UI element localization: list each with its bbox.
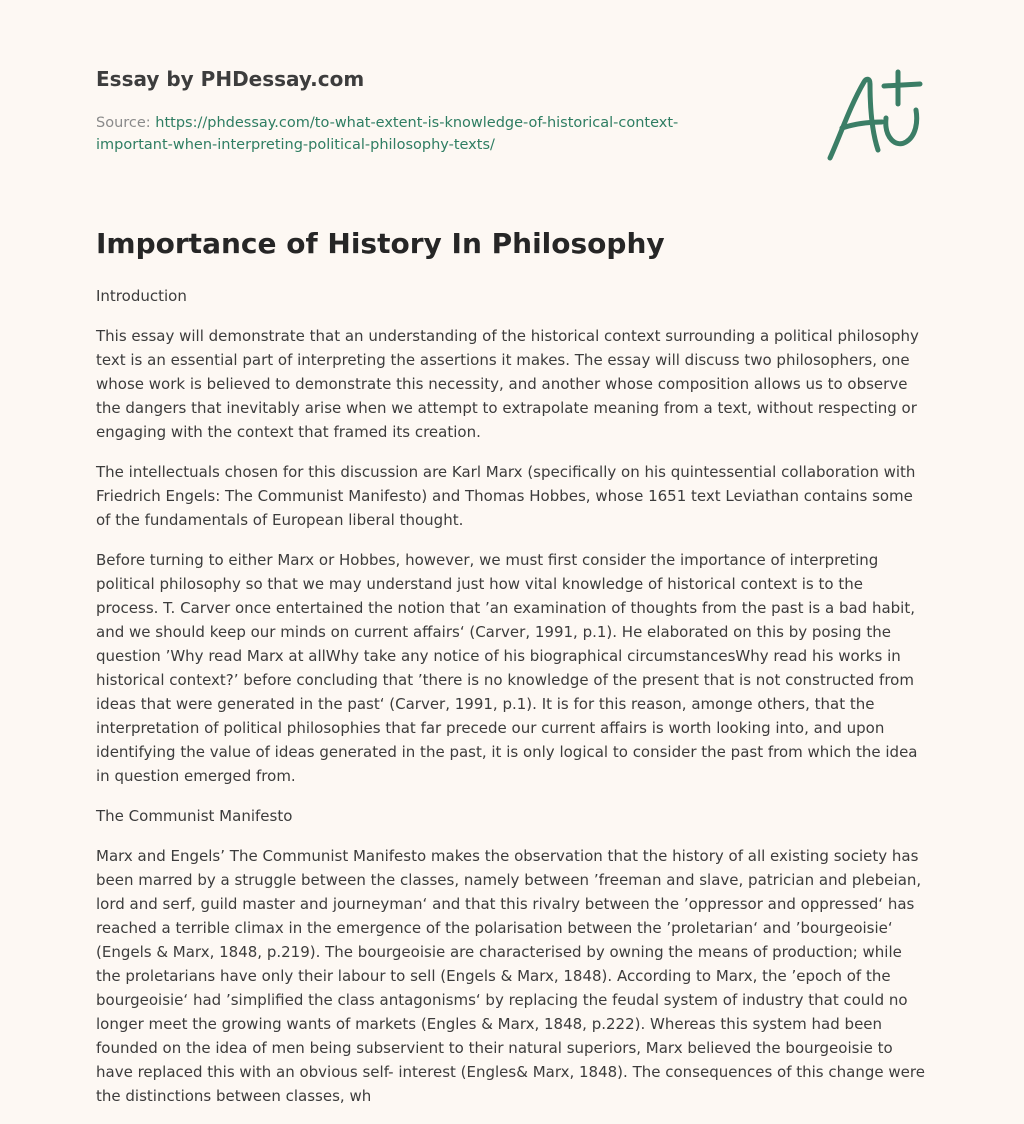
paragraph: This essay will demonstrate that an understanding of the historical context surrounding a political philosophy text is an essential part of interpreting the assertions it makes. The essay will discuss two philosophers, one whose work is believed to demonstrate this necessity, and another whose composition allows us to observe the dangers that inevitably arise when we attempt to extrapolate meaning from a text, without respecting or engaging with the context that framed its creation. bbox=[96, 327, 919, 441]
source-label: Source: bbox=[96, 115, 156, 131]
essay-header bbox=[96, 66, 736, 156]
a-plus-grade-icon bbox=[820, 66, 930, 166]
essay-body bbox=[96, 284, 930, 1124]
section-heading-introduction: Introduction bbox=[96, 287, 187, 305]
paragraph: The intellectuals chosen for this discussion are Karl Marx (specifically on his quintessential collaboration with Friedrich Engels: The Communist Manifesto) and Thomas Hobbes, whose 1651 text Leviathan contains some of the fundamentals of European liberal thought. bbox=[96, 463, 916, 529]
section-heading-communist-manifesto: The Communist Manifesto bbox=[96, 807, 293, 825]
site-brand: Essay by PHDessay.com bbox=[96, 67, 365, 91]
paragraph: Marx and Engels’ The Communist Manifesto makes the observation that the history of all existing society has been marred by a struggle between the classes, namely between ’freeman and slave, patrician and plebeian, lord and serf, guild master and journeyman‘ and that this rivalry between the ’oppressor and oppressed‘ has reached a terrible climax in the emergence of the polarisation between the ’proletarian‘ and ’bourgeoisie‘ (Engels & Marx, 1848, p.219). The bourgeoisie are characterised by owning the means of production; while the proletarians have only their labour to sell (Engels & Marx, 1848). According to Marx, the ’epoch of the bourgeoisie‘ had ’simplified the class antagonisms‘ by replacing the feudal system of industry that could no longer meet the growing wants of markets (Engles & Marx, 1848, p.222). Whereas this system had been founded on the idea of men being subservient to their natural superiors, Marx believed the bourgeoisie to have replaced this with an obvious self- interest (Engles& Marx, 1848). The consequences of this change were the distinctions between classes, wh bbox=[96, 847, 925, 1105]
source-line bbox=[96, 112, 736, 156]
source-link-line-1: https://phdessay.com/to-what-extent-is-knowledge-of-historical-context- bbox=[155, 115, 679, 131]
essay-title: Importance of History In Philosophy bbox=[96, 227, 665, 260]
paragraph: Before turning to either Marx or Hobbes, however, we must first consider the importance of interpreting political philosophy so that we may understand just how vital knowledge of historical context is to the process. T. Carver once entertained the notion that ’an examination of thoughts from the past is a bad habit, and we should keep our minds on current affairs‘ (Carver, 1991, p.1). He elaborated on this by posing the question ’Why read Marx at allWhy take any notice of his biographical circumstancesWhy read his works in historical context?’ before concluding that ’there is no knowledge of the present that is not constructed from ideas that were generated in the past‘ (Carver, 1991, p.1). It is for this reason, amonge others, that the interpretation of political philosophies that far precede our current affairs is worth looking into, and upon identifying the value of ideas generated in the past, it is only logical to consider the past from which the idea in question emerged from. bbox=[96, 551, 918, 785]
source-link[interactable] bbox=[96, 115, 678, 153]
source-link-line-2: important-when-interpreting-political-philosophy-texts/ bbox=[96, 137, 495, 153]
